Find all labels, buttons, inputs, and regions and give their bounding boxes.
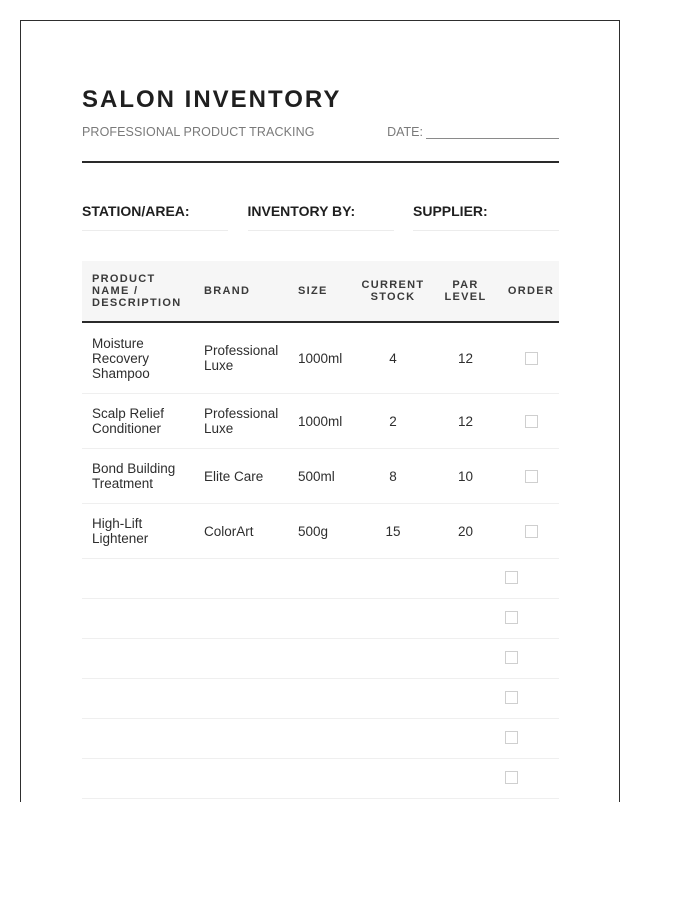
order-cell [503, 524, 559, 539]
product-text: Conditioner [92, 421, 162, 436]
brand-cell: Elite Care [204, 468, 264, 484]
blank-table-row[interactable] [82, 759, 559, 799]
order-checkbox[interactable] [505, 771, 518, 784]
product-text: Bond Building [92, 461, 176, 476]
blank-table-row[interactable] [82, 599, 559, 639]
supplier-label: SUPPLIER: [413, 203, 488, 219]
column-header-size: SIZE [298, 285, 328, 297]
brand-text: Professional [204, 406, 279, 421]
par-level-cell: 12 [457, 350, 474, 366]
supplier-field[interactable] [413, 203, 559, 231]
column-header-text: CURRENT [361, 279, 425, 291]
sheet-content [82, 87, 559, 799]
brand-text: Luxe [204, 358, 234, 373]
table-row [82, 394, 559, 449]
order-checkbox[interactable] [525, 415, 538, 428]
product-text: Recovery [92, 350, 150, 366]
column-header-text: LEVEL [444, 291, 487, 303]
blank-table-row[interactable] [82, 719, 559, 759]
order-checkbox[interactable] [525, 470, 538, 483]
product-text: Scalp Relief [92, 406, 165, 421]
column-header-text: STOCK [370, 291, 416, 303]
order-checkbox[interactable] [525, 525, 538, 538]
column-header-product [82, 273, 204, 309]
product-text: Moisture [92, 335, 144, 351]
order-cell [503, 414, 559, 429]
table-row [82, 323, 559, 394]
size-cell: 500ml [298, 468, 335, 484]
table-header [82, 261, 559, 323]
product-cell [82, 461, 204, 491]
inventory-by-field[interactable] [248, 203, 394, 231]
column-header-text: DESCRIPTION [92, 297, 182, 309]
info-fields [82, 203, 559, 231]
current-stock-cell: 4 [389, 350, 397, 366]
date-input-line[interactable] [426, 126, 559, 139]
order-cell [503, 351, 559, 366]
brand-text: Professional [204, 343, 279, 358]
product-cell [82, 406, 204, 436]
inventory-sheet [20, 20, 620, 802]
date-field[interactable] [387, 125, 559, 139]
column-header-text: PAR [452, 279, 479, 291]
header-divider [82, 161, 559, 163]
column-header-text: PRODUCT [92, 273, 156, 285]
order-checkbox[interactable] [505, 731, 518, 744]
column-header-text: NAME / [92, 285, 139, 297]
blank-table-row[interactable] [82, 559, 559, 599]
order-checkbox[interactable] [505, 691, 518, 704]
brand-cell [204, 406, 298, 436]
page-title: SALON INVENTORY [82, 86, 342, 113]
current-stock-cell: 8 [389, 468, 397, 484]
product-text: Shampoo [92, 365, 150, 381]
date-label: DATE: [387, 125, 423, 139]
subtitle-row [82, 121, 559, 139]
brand-cell: ColorArt [204, 523, 254, 539]
brand-text: Luxe [204, 421, 234, 436]
brand-cell [204, 343, 298, 373]
size-cell: 500g [298, 523, 329, 539]
product-text: Treatment [92, 476, 154, 491]
par-level-cell: 10 [457, 468, 474, 484]
table-row [82, 504, 559, 559]
blank-table-row[interactable] [82, 679, 559, 719]
product-cell [82, 516, 204, 546]
par-level-cell: 20 [457, 523, 474, 539]
order-checkbox[interactable] [505, 611, 518, 624]
order-checkbox[interactable] [525, 352, 538, 365]
par-level-cell: 12 [457, 413, 474, 429]
current-stock-cell: 15 [385, 523, 401, 539]
column-header-order: ORDER [507, 285, 555, 297]
table-row [82, 449, 559, 504]
product-text: High-Lift [92, 516, 143, 531]
product-text: Lightener [92, 531, 149, 546]
column-header-brand: BRAND [204, 285, 251, 297]
column-header-par-level [428, 279, 503, 303]
product-cell [82, 336, 204, 381]
station-area-label: STATION/AREA: [82, 203, 190, 219]
column-header-current-stock [358, 279, 428, 303]
size-cell: 1000ml [298, 350, 343, 366]
page-subtitle: PROFESSIONAL PRODUCT TRACKING [82, 125, 315, 139]
size-cell: 1000ml [298, 413, 343, 429]
station-area-field[interactable] [82, 203, 228, 231]
inventory-by-label: INVENTORY BY: [247, 203, 356, 219]
inventory-table [82, 261, 559, 799]
blank-table-row[interactable] [82, 639, 559, 679]
order-checkbox[interactable] [505, 651, 518, 664]
current-stock-cell: 2 [389, 413, 397, 429]
order-checkbox[interactable] [505, 571, 518, 584]
order-cell [503, 469, 559, 484]
